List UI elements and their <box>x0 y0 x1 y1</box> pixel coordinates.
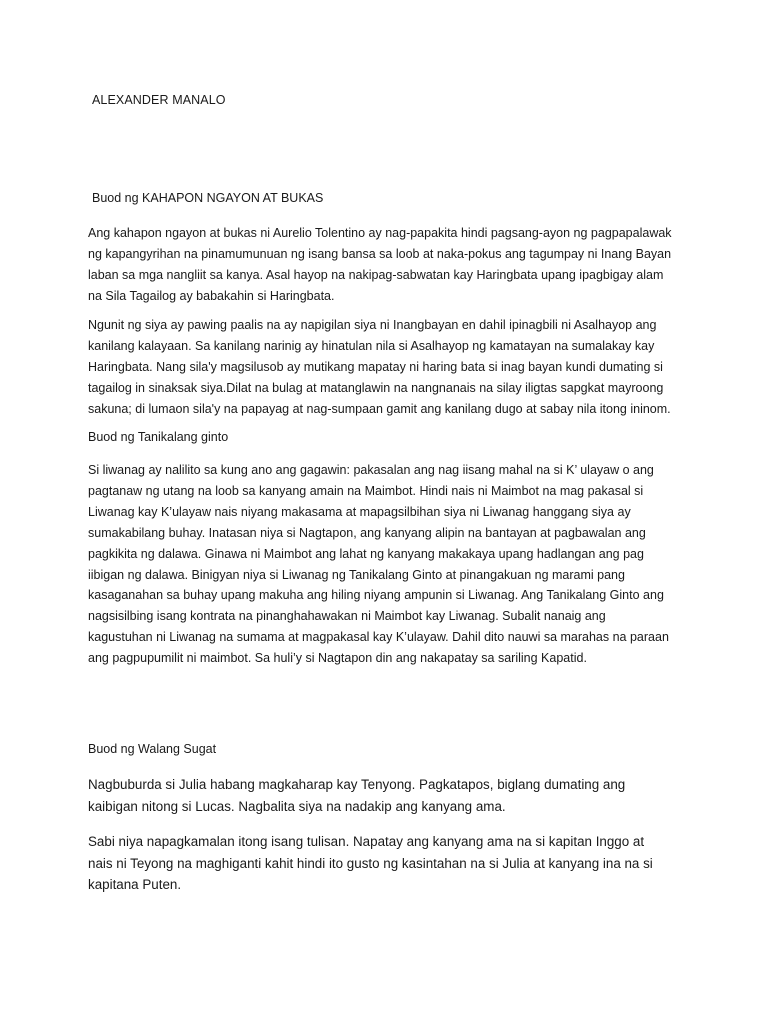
paragraph-kahapon-1: Ang kahapon ngayon at bukas ni Aurelio Tolentino ay nag-papakita hindi pagsang-ayon ng pagpapalawak ng kapangyrihan na pinamumunuan ng isang bansa sa loob at naka-pokus ang tagumpay ni Inang Bayan laban sa mga nangliit sa kanya. Asal hayop na nakipag-sabwatan kay Haringbata upang ipagbigay alam na Sila Tagailog ay babakahin si Haringbata. <box>88 226 672 303</box>
section-heading-kahapon: Buod ng KAHAPON NGAYON AT BUKAS <box>92 191 324 205</box>
author-name: ALEXANDER MANALO <box>92 93 226 107</box>
section-heading-walang-sugat: Buod ng Walang Sugat <box>88 742 217 756</box>
paragraph-walang-sugat-1: Nagbuburda si Julia habang magkaharap kay Tenyong. Pagkatapos, biglang dumating ang kaibigan nitong si Lucas. Nagbalita siya na nadakip ang kanyang ama. <box>88 777 626 814</box>
paragraph-walang-sugat-2: Sabi niya napagkamalan itong isang tulisan. Napatay ang kanyang ama na si kapitan Inggo at nais ni Teyong na maghiganti kahit hindi ito gusto ng kasintahan na si Julia at kanyang ina na si kapitana Puten. <box>88 834 653 892</box>
section-heading-tanikalang-ginto: Buod ng Tanikalang ginto <box>88 430 229 444</box>
paragraph-kahapon-2: Ngunit ng siya ay pawing paalis na ay napigilan siya ni Inangbayan en dahil ipinagbili ni Asalhayop ang kanilang kalayaan. Sa kanilang narinig ay hinatulan nila si Asalhayop ng kamatayan na sumalakay kay Haringbata. Nang sila'y magsilusob ay mutikang mapatay ni haring bata si inag bayan kundi dumating si tagailog in sinaksak siya.Dilat na bulag at matanglawin na nangnanais na silay iligtas sapgkat mayroong sakuna; di lumaon sila'y na papayag at nag-sumpaan gamit ang kanilang dugo at sabay nila itong ininom. <box>88 318 671 416</box>
paragraph-tanikalang-ginto-1: Si liwanag ay nalilito sa kung ano ang gagawin: pakasalan ang nag iisang mahal na si K’ ulayaw o ang pagtanaw ng utang na loob sa kanyang amain na Maimbot. Hindi nais ni Maimbot na mag pakasal si Liwanag kay K’ulayaw nais niyang makasama at mapagsilbihan siya ni Liwanag hanggang siya ay sumakabilang buhay. Inatasan niya si Nagtapon, ang kanyang alipin na bantayan at pagbawalan ang pagkikita ng dalawa. Ginawa ni Maimbot ang lahat ng kanyang makakaya upang hadlangan ang pag iibigan ng dalawa. Binigyan niya si Liwanag ng Tanikalang Ginto at pinangakuan ng marami pang kasaganahan sa buhay upang makuha ang hiling niyang ampunin si Liwanag. Ang Tanikalang Ginto ang nagsisilbing isang kontrata na pinanghahawakan ni Maimbot kay Liwanag. Subalit nanaig ang kagustuhan ni Liwanag na sumama at magpakasal kay K’ulayaw. Dahil dito nauwi sa marahas na paraan ang pagpupumilit ni maimbot. Sa huli’y si Nagtapon din ang nakapatay sa sariling Kapatid. <box>88 463 669 666</box>
